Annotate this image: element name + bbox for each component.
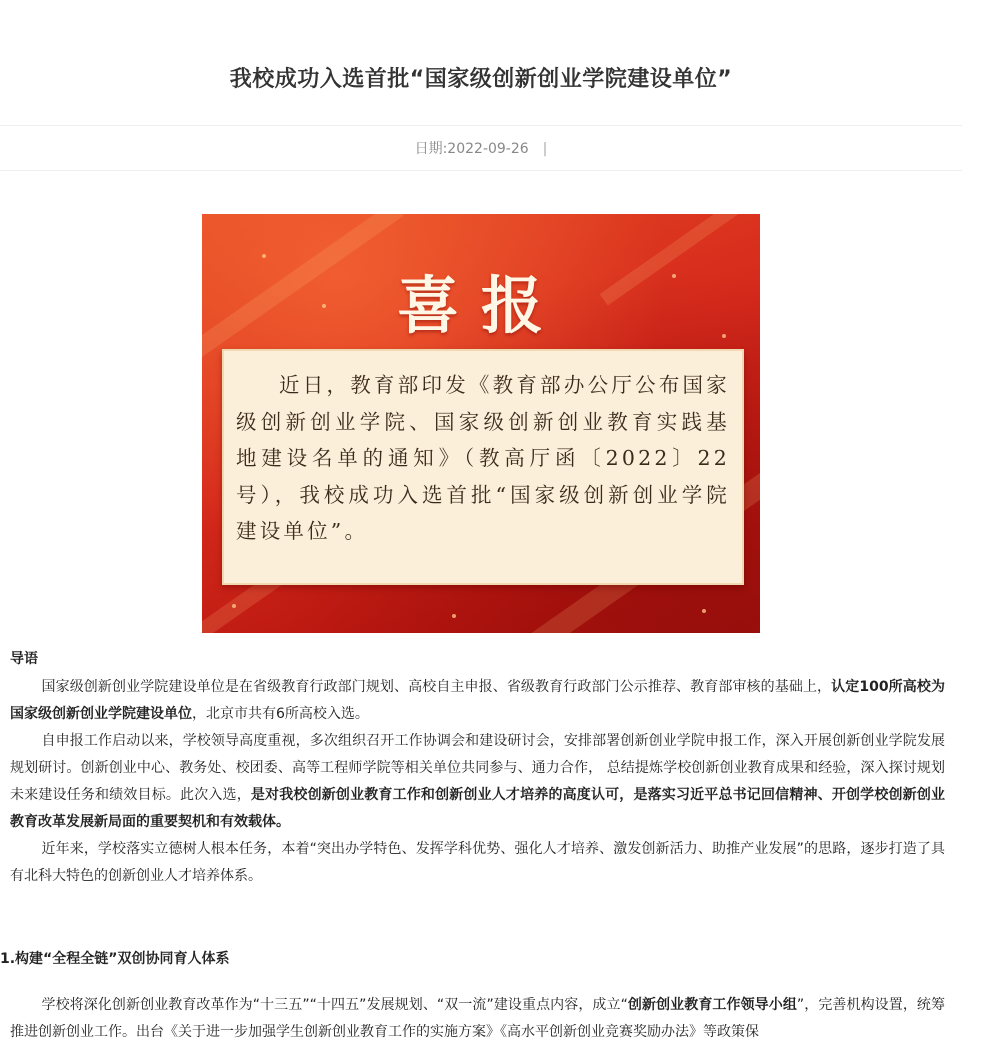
article-title: 我校成功入选首批“国家级创新创业学院建设单位”: [229, 67, 733, 92]
intro-p2-text-a: 自申报工作启动以来，学校领导高度重视，多次组织召开工作协调会和建设研讨会，安排部署创新创业学院申报工作，深入开展创新创业学院发展规划研讨。创新创业中心、教务处、校团委、高等工程师学院等相关单位共同参与、通力合作， 总结提炼学校创新创业教育成果和经验，深入探讨规划未来建设任务和绩效目标。此次入选，: [10, 733, 945, 803]
section-p-text-c: ”，完善机构设置，统筹推进创新创业工作。出台《关于进一步加强学生创新创业教育工作的实施方案》《高水平创新创业竞赛奖励办法》等政策保: [10, 997, 945, 1040]
intro-paragraph-2: [10, 728, 945, 836]
meta-separator: |: [542, 141, 548, 157]
announcement-poster: [202, 214, 760, 633]
poster-headline: 喜报: [396, 269, 565, 342]
intro-p1-text-c: ，北京市共有6所高校入选。: [192, 706, 369, 722]
publish-date: 日期:2022-09-26: [414, 141, 529, 157]
poster-notice-text: 近日，教育部印发《教育部办公厅公布国家级创新创业学院、国家级创新创业教育实践基地建设名单的通知》（教高厅函〔2022〕22号），我校成功入选首批“国家级创新创业学院建设单位”。: [236, 373, 730, 543]
intro-paragraph-1: [10, 674, 945, 728]
article-meta: [0, 138, 962, 158]
intro-p1-bold: 认定100所高校为国家级创新创业学院建设单位: [10, 679, 945, 722]
section-paragraph: [10, 992, 945, 1046]
section-p-text-a: 学校将深化创新创业教育改革作为“十三五”“十四五”发展规划、“双一流”建设重点内容，成立“: [41, 997, 628, 1013]
section-heading: 1.构建“全程全链”双创协同育人体系: [0, 951, 230, 967]
section-p-bold: 创新创业教育工作领导小组: [627, 997, 797, 1013]
intro-paragraph-3: 近年来，学校落实立德树人根本任务，本着“突出办学特色、发挥学科优势、强化人才培养、激发创新活力、助推产业发展”的思路，逐步打造了具有北科大特色的创新创业人才培养体系。: [10, 841, 945, 884]
intro-p2-bold: 是对我校创新创业教育工作和创新创业人才培养的高度认可，是落实习近平总书记回信精神、开创学校创新创业教育改革发展新局面的重要契机和有效载体。: [10, 787, 946, 830]
article-body: [10, 649, 945, 890]
poster-notice-card: [222, 349, 744, 585]
intro-label: 导语: [10, 651, 38, 667]
intro-p1-text-a: 国家级创新创业学院建设单位是在省级教育行政部门规划、高校自主申报、省级教育行政部门公示推荐、教育部审核的基础上，: [41, 679, 832, 695]
